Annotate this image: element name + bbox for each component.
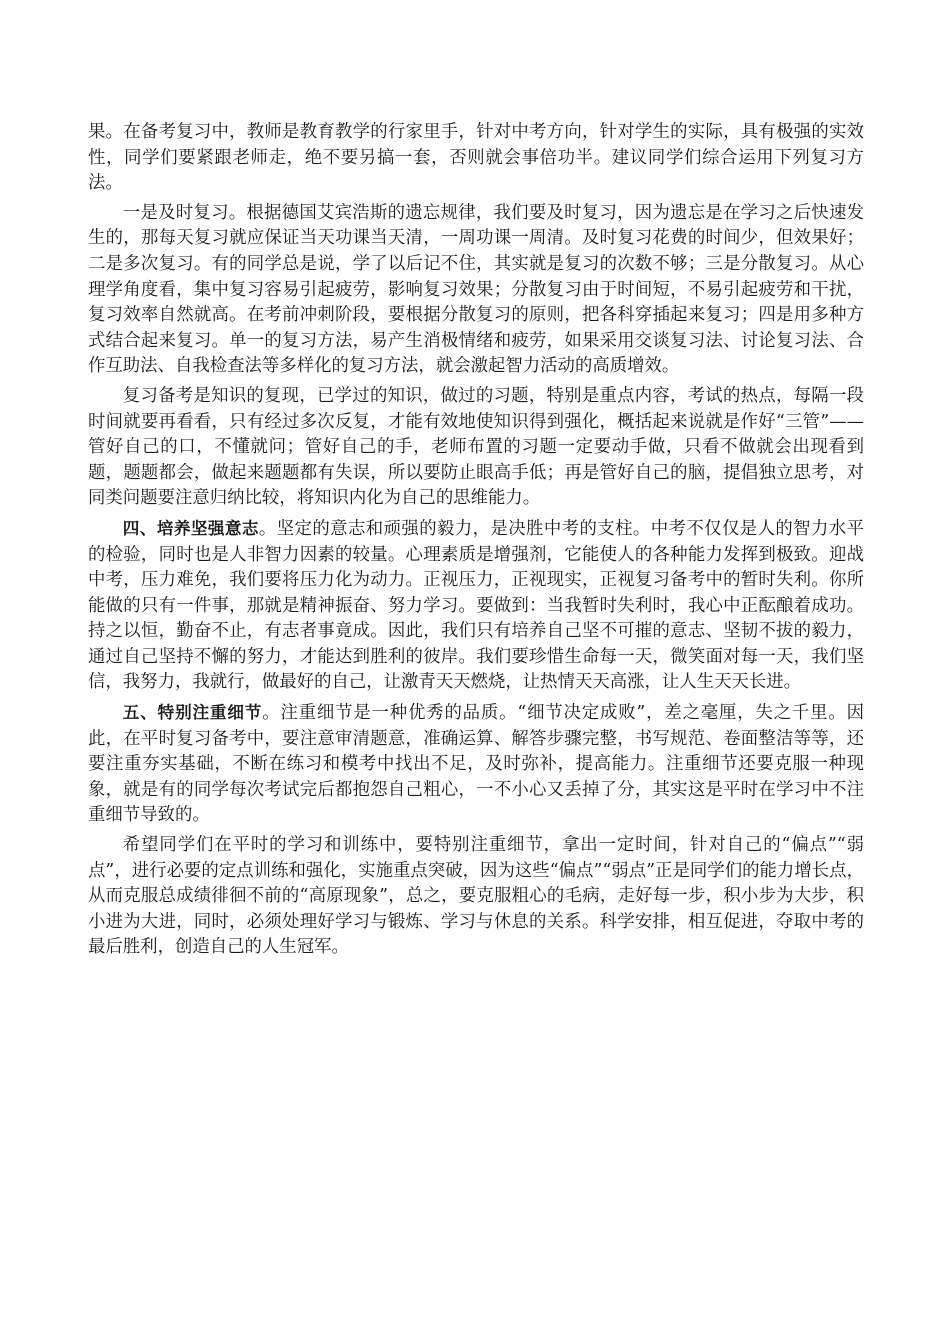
paragraph-5 bbox=[88, 700, 864, 829]
paragraph-6-text: 希望同学们在平时的学习和训练中，要特别注重细节，拿出一定时间，针对自己的“偏点”“弱点”，进行必要的定点训练和强化，实施重点突破，因为这些“偏点”“弱点”正是同学们的能力增长点，从而克服总成绩徘徊不前的“高原现象”，总之，要克服粗心的毛病，走好每一步，积小步为大步，积小进为大进，同时，必须处理好学习与锻炼、学习与休息的关系。科学安排，相互促进，夺取中考的最后胜利，创造自己的人生冠军。 bbox=[88, 835, 864, 958]
paragraph-1-text: 果。在备考复习中，教师是教育教学的行家里手，针对中考方向，针对学生的实际，具有极强的实效性，同学们要紧跟老师走，绝不要另搞一套，否则就会事倍功半。建议同学们综合运用下列复习方法。 bbox=[88, 122, 864, 194]
section-heading-4: 四、培养坚强意志 bbox=[122, 518, 259, 538]
paragraph-6 bbox=[88, 833, 864, 961]
paragraph-5-text: 。注重细节是一种优秀的品质。“细节决定成败”，差之毫厘，失之千里。因此，在平时复习备考中，要注意审清题意，准确运算、解答步骤完整，书写规范、卷面整洁等等，还要注重夯实基础，不断在练习和模考中找出不足，及时弥补，提高能力。注重细节还要克服一种现象，就是有的同学每次考试完后都抱怨自己粗心，一不小心又丢掉了分，其实这是平时在学习中不注重细节导致的。 bbox=[88, 703, 864, 826]
paragraph-2 bbox=[88, 201, 864, 380]
section-heading-5: 五、特别注重细节 bbox=[122, 703, 263, 723]
paragraph-4-text: 。坚定的意志和顽强的毅力，是决胜中考的支柱。中考不仅仅是人的智力水平的检验，同时也是人非智力因素的较量。心理素质是增强剂，它能使人的各种能力发挥到极致。迎战中考，压力难免，我们要将压力化为动力。正视压力，正视现实，正视复习备考中的暂时失利。你所能做的只有一件事，那就是精神振奋、努力学习。要做到：当我暂时失利时，我心中正酝酿着成功。持之以恒，勤奋不止，有志者事竟成。因此，我们只有培养自己坚不可摧的意志、坚韧不拔的毅力，通过自己坚持不懈的努力，才能达到胜利的彼岸。我们要珍惜生命每一天，微笑面对每一天，我们坚信，我努力，我就行，做最好的自己，让激青天天燃烧，让热情天天高涨，让人生天天长进。 bbox=[88, 518, 864, 693]
document-body bbox=[88, 120, 864, 965]
paragraph-4 bbox=[88, 516, 864, 696]
paragraph-3-text: 复习备考是知识的复现，已学过的知识，做过的习题，特别是重点内容，考试的热点，每隔一段时间就要再看看，只有经过多次反复，才能有效地使知识得到强化，概括起来说就是作好“三管”——管好自己的口，不懂就问；管好自己的手，老师布置的习题一定要动手做，只看不做就会出现看到题，题题都会，做起来题题都有失误，所以要防止眼高手低；再是管好自己的脑，提倡独立思考，对同类问题要注意归纳比较，将知识内化为自己的思维能力。 bbox=[88, 385, 864, 509]
paragraph-2-text: 一是及时复习。根据德国艾宾浩斯的遗忘规律，我们要及时复习，因为遗忘是在学习之后快速发生的，那每天复习就应保证当天功课当天清，一周功课一周清。及时复习花费的时间少，但效果好；二是多次复习。有的同学总是说，学了以后记不住，其实就是复习的次数不够；三是分散复习。从心理学角度看，集中复习容易引起疲劳，影响复习效果；分散复习由于时间短，不易引起疲劳和干扰，复习效率自然就高。在考前冲刺阶段，要根据分散复习的原则，把各科穿插起来复习；四是用多种方式结合起来复习。单一的复习方法，易产生消极情绪和疲劳，如果采用交谈复习法、讨论复习法、合作互助法、自我检查法等多样化的复习方法，就会激起智力活动的高质增效。 bbox=[88, 202, 864, 377]
paragraph-3 bbox=[88, 384, 864, 512]
paragraph-1 bbox=[88, 120, 864, 197]
